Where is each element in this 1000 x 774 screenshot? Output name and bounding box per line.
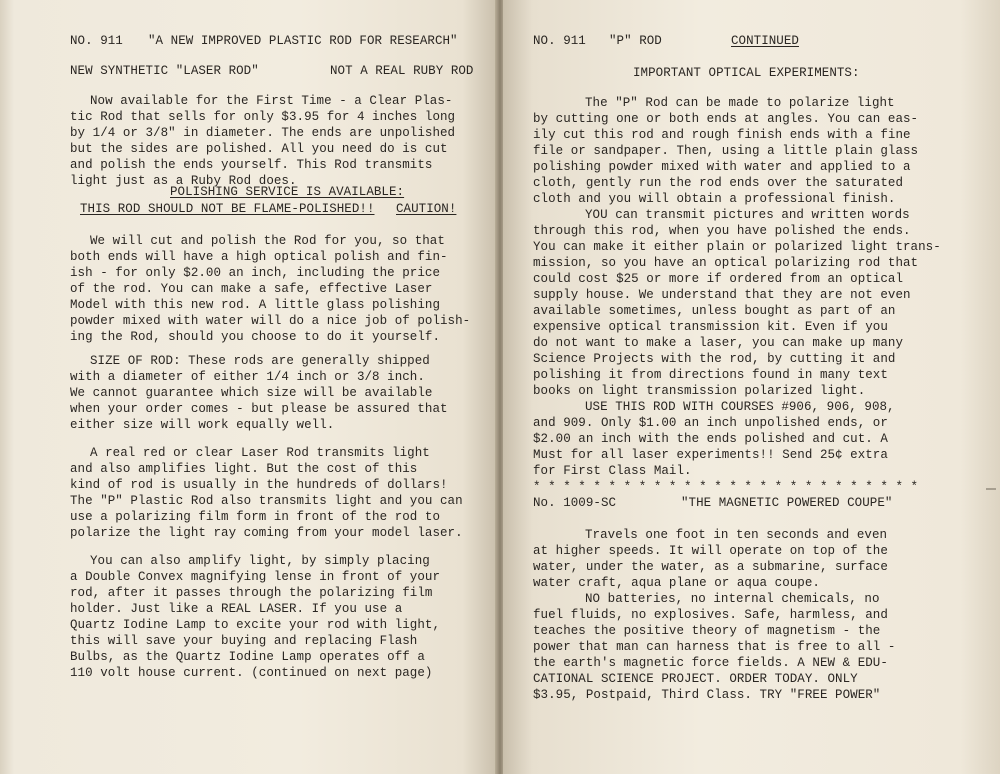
body-line: ish - for only $2.00 an inch, including the price <box>70 266 441 280</box>
body-line: cloth and you will obtain a professional finish. <box>533 192 896 206</box>
body-line: do not want to make a laser, you can make up many <box>533 336 904 350</box>
body-line: holder. Just like a REAL LASER. If you use a <box>70 602 403 616</box>
edge-mark <box>986 488 996 490</box>
body-line: available sometimes, unless bought as part of an <box>533 304 896 318</box>
body-line: power that man can harness that is free to all - <box>533 640 896 654</box>
body-line: and also amplifies light. But the cost of this <box>70 462 418 476</box>
left-header-number: NO. 911 <box>70 34 123 48</box>
body-line: for First Class Mail. <box>533 464 692 478</box>
body-line: tic Rod that sells for only $3.95 for 4 inches long <box>70 110 456 124</box>
body-line: at higher speeds. It will operate on top of the <box>533 544 888 558</box>
body-line: and 909. Only $1.00 an inch unpolished ends, or <box>533 416 888 430</box>
body-line: a Double Convex magnifying lense in front of your <box>70 570 441 584</box>
asterisk-divider: * * * * * * * * * * * * * * * * * * * * * * * * * * <box>533 480 919 494</box>
body-line: water craft, aqua plane or aqua coupe. <box>533 576 820 590</box>
left-header-title: "A NEW IMPROVED PLASTIC ROD FOR RESEARCH" <box>148 34 458 48</box>
left-subheader-left: NEW SYNTHETIC "LASER ROD" <box>70 64 259 78</box>
body-line: by 1/4 or 3/8" in diameter. The ends are unpolished <box>70 126 456 140</box>
body-line: polishing it from directions found in many text <box>533 368 888 382</box>
body-line: rod, after it passes through the polarizing film <box>70 586 433 600</box>
product-title: "THE MAGNETIC POWERED COUPE" <box>681 496 893 510</box>
body-line: polishing powder mixed with water and applied to a <box>533 160 911 174</box>
body-line: light just as a Ruby Rod does. <box>70 174 297 188</box>
body-line: of the rod. You can make a safe, effective Laser <box>70 282 433 296</box>
body-line: We cannot guarantee which size will be available <box>70 386 433 400</box>
body-line: USE THIS ROD WITH COURSES #906, 906, 908, <box>585 400 895 414</box>
body-line: Travels one foot in ten seconds and even <box>585 528 888 542</box>
body-line: You can also amplify light, by simply placing <box>90 554 430 568</box>
body-line: 110 volt house current. (continued on next page) <box>70 666 433 680</box>
body-line: could cost $25 or more if ordered from an optical <box>533 272 904 286</box>
left-subheader-right: NOT A REAL RUBY ROD <box>330 64 474 78</box>
body-line: SIZE OF ROD: These rods are generally shipped <box>90 354 430 368</box>
body-line: use a polarizing film form in front of the rod to <box>70 510 441 524</box>
body-line: Quartz Iodine Lamp to excite your rod with light, <box>70 618 441 632</box>
section-title: IMPORTANT OPTICAL EXPERIMENTS: <box>633 66 860 80</box>
body-line: when your order comes - but please be assured that <box>70 402 448 416</box>
body-line: polarize the light ray coming from your model laser. <box>70 526 463 540</box>
body-line: water, under the water, as a submarine, surface <box>533 560 888 574</box>
body-line: Model with this new rod. A little glass polishing <box>70 298 441 312</box>
product-number: No. 1009-SC <box>533 496 617 510</box>
body-line: teaches the positive theory of magnetism - the <box>533 624 881 638</box>
body-line: file or sandpaper. Then, using a little plain glass <box>533 144 919 158</box>
right-header-title: "P" ROD <box>609 34 662 48</box>
body-line: either size will work equally well. <box>70 418 335 432</box>
polishing-service-heading: POLISHING SERVICE IS AVAILABLE: <box>170 185 405 199</box>
body-line: Must for all laser experiments!! Send 25¢ extra <box>533 448 888 462</box>
body-line: We will cut and polish the Rod for you, so that <box>90 234 445 248</box>
body-line: ing the Rod, should you choose to do it yourself. <box>70 330 441 344</box>
body-line: $2.00 an inch with the ends polished and cut. A <box>533 432 888 446</box>
right-page <box>503 0 1000 774</box>
body-line: fuel fluids, no explosives. Safe, harmless, and <box>533 608 888 622</box>
body-line: You can make it either plain or polarized light trans- <box>533 240 941 254</box>
caution-label: CAUTION! <box>396 202 457 216</box>
body-line: Now available for the First Time - a Clear Plas- <box>90 94 453 108</box>
body-line: and polish the ends yourself. This Rod transmits <box>70 158 433 172</box>
left-page <box>0 0 497 774</box>
body-line: the earth's magnetic force fields. A NEW & EDU- <box>533 656 888 670</box>
body-line: but the sides are polished. All you need do is cut <box>70 142 448 156</box>
body-line: books on light transmission polarized light. <box>533 384 866 398</box>
body-line: ily cut this rod and rough finish ends with a fine <box>533 128 911 142</box>
body-line: The "P" Rod can be made to polarize light <box>585 96 895 110</box>
body-line: Bulbs, as the Quartz Iodine Lamp operates off a <box>70 650 425 664</box>
body-line: CATIONAL SCIENCE PROJECT. ORDER TODAY. ONLY <box>533 672 858 686</box>
body-line: A real red or clear Laser Rod transmits light <box>90 446 430 460</box>
body-line: $3.95, Postpaid, Third Class. TRY "FREE POWER" <box>533 688 881 702</box>
body-line: through this rod, when you have polished the ends. <box>533 224 911 238</box>
body-line: kind of rod is usually in the hundreds of dollars! <box>70 478 448 492</box>
body-line: The "P" Plastic Rod also transmits light and you can <box>70 494 463 508</box>
body-line: with a diameter of either 1/4 inch or 3/8 inch. <box>70 370 425 384</box>
continued-label: CONTINUED <box>731 34 799 48</box>
right-header-number: NO. 911 <box>533 34 586 48</box>
body-line: supply house. We understand that they are not even <box>533 288 911 302</box>
body-line: Science Projects with the rod, by cutting it and <box>533 352 896 366</box>
body-line: this will save your buying and replacing Flash <box>70 634 418 648</box>
body-line: mission, so you have an optical polarizing rod that <box>533 256 919 270</box>
body-line: NO batteries, no internal chemicals, no <box>585 592 880 606</box>
body-line: by cutting one or both ends at angles. You can eas- <box>533 112 919 126</box>
body-line: YOU can transmit pictures and written words <box>585 208 910 222</box>
body-line: both ends will have a high optical polish and fin- <box>70 250 448 264</box>
body-line: powder mixed with water will do a nice job of polish- <box>70 314 471 328</box>
body-line: cloth, gently run the rod ends over the saturated <box>533 176 904 190</box>
body-line: expensive optical transmission kit. Even if you <box>533 320 888 334</box>
flame-polish-warning: THIS ROD SHOULD NOT BE FLAME-POLISHED!! <box>80 202 375 216</box>
